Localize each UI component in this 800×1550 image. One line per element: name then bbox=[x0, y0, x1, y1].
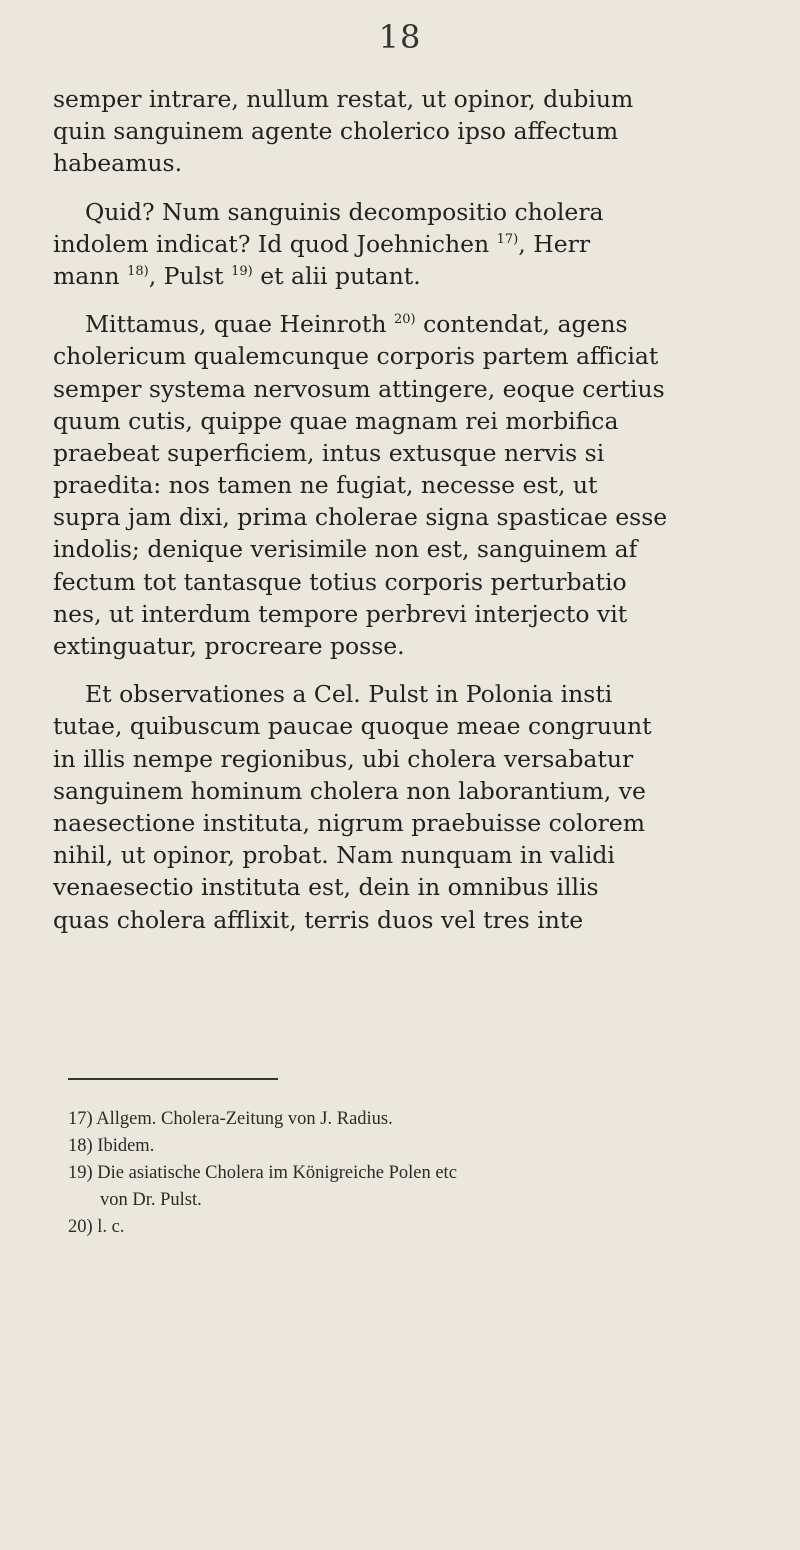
text-line: in illis nempe regionibus, ubi cholera versabatur bbox=[53, 744, 634, 773]
footnote-number: 17) bbox=[68, 1109, 93, 1129]
footnote-text: Allgem. Cholera-Zeitung von J. Radius. bbox=[96, 1109, 393, 1129]
footnote-ref-18: 18) bbox=[127, 263, 149, 279]
text-fragment: mann bbox=[53, 261, 120, 290]
text-line: tutae, quibuscum paucae quoque meae congruunt bbox=[53, 712, 652, 741]
footnote-19-continuation: von Dr. Pulst. bbox=[100, 1190, 202, 1210]
text-line: cholericum qualemcunque corporis partem afficiat bbox=[53, 342, 659, 371]
text-line: extinguatur, procreare posse. bbox=[53, 632, 405, 660]
text-line: Et observationes a Cel. Pulst in Polonia insti bbox=[85, 680, 613, 709]
text-line: praebeat superficiem, intus extusque nervis si bbox=[53, 438, 605, 467]
body-text bbox=[53, 83, 798, 936]
footnote-19 bbox=[68, 1160, 793, 1187]
footnote-17 bbox=[68, 1106, 793, 1133]
text-line: indolis; denique verisimile non est, sanguinem af bbox=[53, 535, 638, 564]
text-line: nihil, ut opinor, probat. Nam nunquam in validi bbox=[53, 841, 615, 870]
text-fragment: indolem indicat? Id quod Joehnichen bbox=[53, 229, 490, 258]
page-number: 18 bbox=[378, 18, 422, 56]
text-line: semper systema nervosum attingere, eoque certius bbox=[53, 374, 665, 403]
text-line: quin sanguinem agente cholerico ipso affectum bbox=[53, 117, 619, 146]
text-line: venaesectio instituta est, dein in omnibus illis bbox=[53, 873, 599, 902]
text-line: quas cholera afflixit, terris duos vel tres inte bbox=[53, 905, 584, 934]
text-line: praedita: nos tamen ne fugiat, necesse est, ut bbox=[53, 471, 598, 500]
text-line: sanguinem hominum cholera non laborantium, ve bbox=[53, 776, 646, 805]
text-fragment: et alii putant. bbox=[260, 261, 421, 290]
text-line: fectum tot tantasque totius corporis perturbatio bbox=[53, 567, 627, 596]
footnote-number: 20) bbox=[68, 1217, 93, 1237]
text-fragment: , Pulst bbox=[148, 261, 224, 290]
paragraph-gap bbox=[53, 180, 798, 196]
text-line: naesectione instituta, nigrum praebuisse colorem bbox=[53, 808, 646, 837]
footnote-20 bbox=[68, 1214, 793, 1241]
text-line: semper intrare, nullum restat, ut opinor, dubium bbox=[53, 85, 634, 113]
text-line: habeamus. bbox=[53, 149, 183, 178]
footnote-ref-20: 20) bbox=[393, 312, 416, 328]
footnote-18 bbox=[68, 1133, 793, 1160]
footnote-text: Die asiatische Cholera im Königreiche Polen etc bbox=[97, 1163, 457, 1183]
footnote-text: Ibidem. bbox=[97, 1136, 155, 1156]
paragraph-gap bbox=[53, 662, 798, 678]
footnote-divider bbox=[68, 1078, 278, 1080]
footnote-text: l. c. bbox=[97, 1217, 125, 1237]
footnote-ref-17: 17) bbox=[496, 231, 519, 247]
footnote-number: 19) bbox=[68, 1163, 93, 1183]
text-fragment: , Herr bbox=[518, 229, 591, 258]
footnote-number: 18) bbox=[68, 1136, 93, 1156]
text-line: nes, ut interdum tempore perbrevi interjecto vit bbox=[53, 599, 628, 628]
text-fragment: Mittamus, quae Heinroth bbox=[85, 310, 387, 339]
text-line: Quid? Num sanguinis decompositio cholera bbox=[85, 197, 604, 226]
text-line bbox=[53, 260, 798, 292]
footnote-ref-19: 19) bbox=[231, 263, 253, 279]
text-line bbox=[53, 228, 798, 260]
text-line bbox=[53, 308, 798, 340]
text-fragment: contendat, agens bbox=[423, 310, 628, 339]
text-line: quum cutis, quippe quae magnam rei morbifica bbox=[53, 406, 619, 435]
footnotes bbox=[68, 1106, 793, 1241]
paragraph-gap bbox=[53, 292, 798, 308]
text-line: supra jam dixi, prima cholerae signa spasticae esse bbox=[53, 503, 668, 532]
